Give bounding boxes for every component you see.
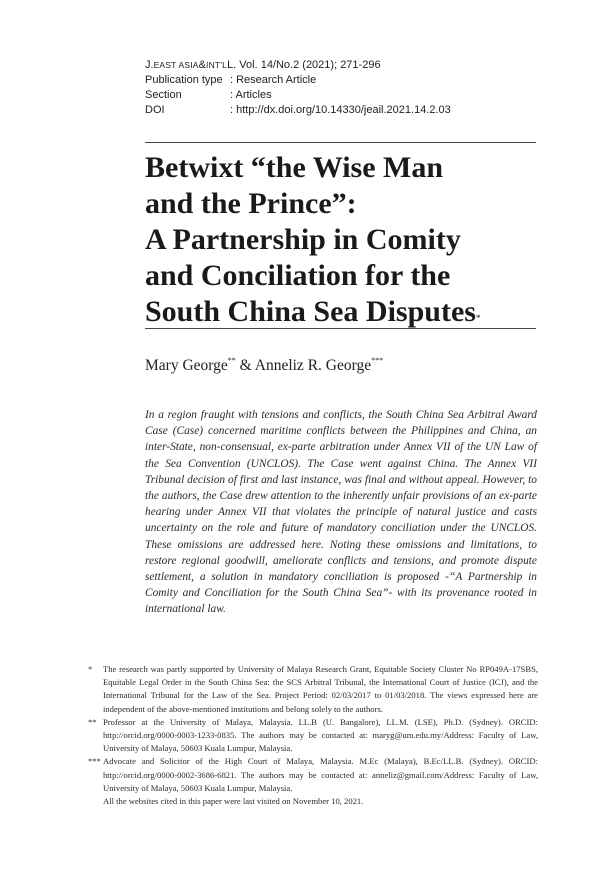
doi-link[interactable]: : http://dx.doi.org/10.14330/jeail.2021.14.2.03 xyxy=(230,104,451,116)
author-name: Mary George xyxy=(145,357,228,374)
author-line: Mary George** & Anneliz R. George*** xyxy=(145,356,384,374)
title-top-rule xyxy=(145,142,536,143)
footnote: *** Advocate and Solicitor of the High Court of Malaya, Malaysia. M.Ec (Malaya), B.Ec/LL.B. (Sydney). ORCID: http://orcid.org/0000-0002-3686-6821. The authors may be contacted at: anneliz@gmail.com/Address: Faculty of Law, University of Malaya, 50603 Kuala Lumpur, Malaysia. xyxy=(88,756,538,793)
footnote: ** Professor at the University of Malaya, Malaysia. LL.B (U. Bangalore), LL.M. (LSE), Ph.D. (Sydney). ORCID: http://orcid.org/0000-0003-1233-0835. The authors may be contacted at: maryg@um.edu.my/Address: Faculty of Law, University of Malaya, 50603 Kuala Lumpur, Malaysia. xyxy=(88,716,538,754)
doi-row: DOI : http://dx.doi.org/10.14330/jeail.2021.14.2.03 xyxy=(145,104,451,116)
publication-type-row: Publication type : Research Article xyxy=(145,74,317,86)
article-title: Betwixt “the Wise Man and the Prince”: A Partnership in Comity and Conciliation for the South China Sea Disputes* xyxy=(145,151,481,328)
footnote: All the websites cited in this paper were last visited on November 10, 2021. xyxy=(103,796,364,807)
title-footnote-mark: * xyxy=(475,313,481,323)
footnotes xyxy=(88,663,538,808)
author-name: Anneliz R. George xyxy=(254,357,372,374)
abstract: In a region fraught with tensions and conflicts, the South China Sea Arbitral Award Case (Case) concerned maritime conflicts between the Philippines and China, an inter-State, non-consensual, ex-parte arbitration under Annex VII of the UN Law of the Sea Convention (UNCLOS). The Case went against China. The Annex VII Tribunal decision of first and last instance, was final and without appeal. However, to the authors, the Case drew attention to the inherently unfair provisions of an ex-parte hearing under Annex VII that violates the principle of natural justice and casts uncertainty on the role and future of mandatory conciliation under the UNCLOS. These omissions are addressed here. Noting these omissions and limitations, to restore regional goodwill, ameliorate conflicts and tensions, and promote dispute settlement, a solution in mandatory conciliation is proposed -“A Partnership in Comity and Conciliation for the South China Sea”- with its provenance rooted in international law. xyxy=(145,409,537,616)
publication-info xyxy=(145,58,451,118)
section-row: Section : Articles xyxy=(145,89,272,101)
footnote: * The research was partly supported by University of Malaya Research Grant, Equitable Society Cluster No RP049A-17SBS, Equitable Legal Order in the South China Sea: the SCS Arbitral Tribunal, the International Court of Justice (ICJ), and the International Tribunal for the Law of the Sea. Project Period: 02/03/2017 to 01/03/2018. The views expressed here are independent of the above-mentioned institutions and belong solely to the authors. xyxy=(88,664,538,714)
journal-citation: J. EAST ASIA & INT'L L. Vol. 14/No.2 (2021); 271-296 xyxy=(145,59,381,71)
title-bottom-rule xyxy=(145,328,536,329)
